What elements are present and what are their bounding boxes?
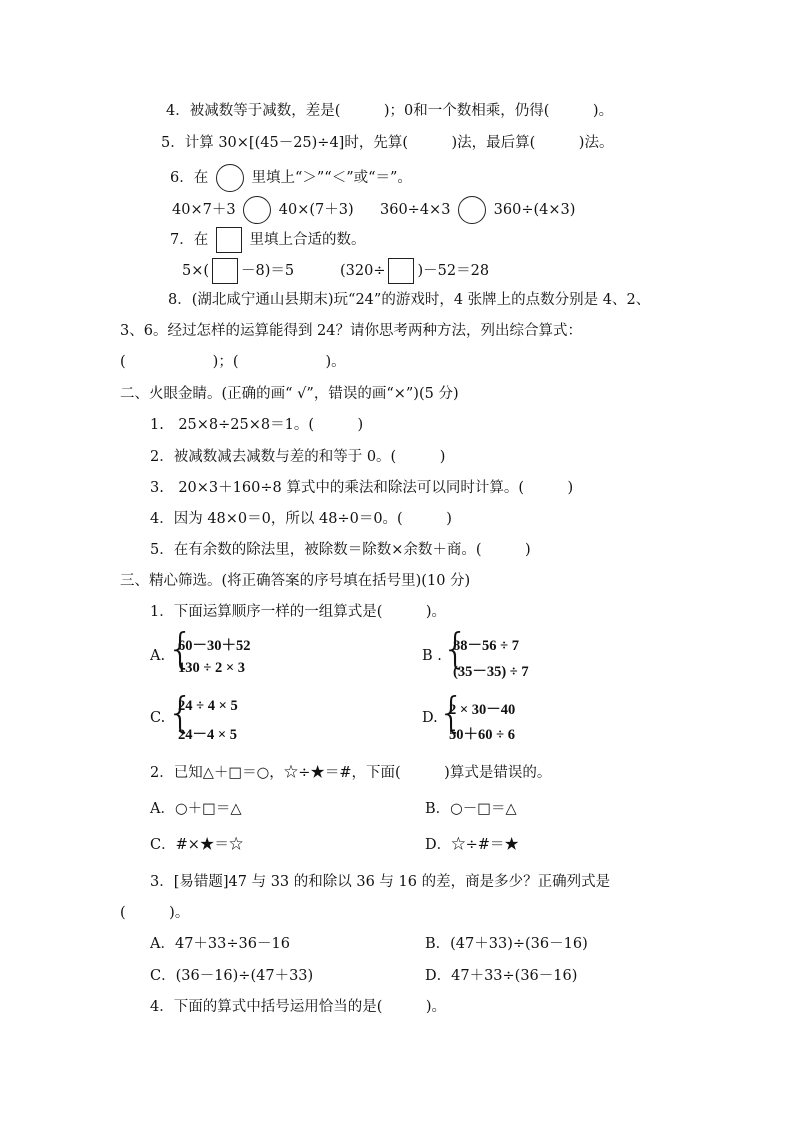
s3-q2-stem: 2．已知△＋□＝○，☆÷★＝#，下面( )算式是错误的。 [150,765,552,781]
fill-box-2[interactable] [388,258,414,284]
blank-q7-label-a: 7．在 [170,232,209,248]
q6-expr-2a: 360÷4×3 [380,202,451,218]
s3-q3-option-d[interactable]: D．47＋33÷(36－16) [425,968,578,984]
blank-q7-label-b: 里填上合适的数。 [249,232,366,248]
s3-q2-option-c[interactable]: C．#×★＝☆ [150,837,244,853]
section2-title: 二、火眼金睛。(正确的画“ √”，错误的画“×”)(5 分) [120,386,459,402]
q7-expr-1a: 5×( [182,263,210,279]
s3-q3-option-a[interactable]: A．47＋33÷36－16 [150,936,290,952]
q6-expr-1a: 40×7＋3 [172,202,236,218]
option-b-label: B . [422,648,442,664]
section3-title: 三、精心筛选。(将正确答案的序号填在括号里)(10 分) [120,573,471,589]
option-c-label: C. [150,710,166,726]
option-d-label: D. [422,710,438,726]
brace-icon: { [167,624,194,673]
blank-q6-label-a: 6．在 [170,170,209,186]
s3-q3-stem-2: ( )。 [120,905,190,921]
option-a-label: A. [150,648,166,664]
blank-q7-stem [170,227,365,253]
section2-item-5: 5．在有余数的除法里，被除数＝除数×余数＋商。( ) [150,542,531,558]
option-d-expr-2: 50＋60 ÷ 6 [449,727,515,743]
brace-icon: { [442,624,469,673]
option-a-expr-2: 130 ÷ 2 × 3 [178,660,245,676]
option-c-expr-2: 24－4 × 5 [178,727,238,743]
compare-circle-2[interactable] [458,196,486,224]
blank-q6-line2 [380,196,575,224]
s3-q2-option-a[interactable]: A．○＋□＝△ [150,801,242,817]
q6-expr-1b: 40×(7＋3) [278,202,354,218]
blank-q6-stem [170,164,412,192]
s3-q3-stem-1: 3．[易错题]47 与 33 的和除以 36 与 16 的差，商是多少？正确列式是 [150,874,611,890]
s3-q2-option-b[interactable]: B．○－□＝△ [425,801,517,817]
section2-item-3: 3. 20×3＋160÷8 算式中的乘法和除法可以同时计算。( ) [150,480,574,496]
blank-q7-line2 [340,258,489,284]
q7-expr-2a: (320÷ [340,263,386,279]
brace-icon: { [167,688,194,737]
option-b-expr-2: (35－35) ÷ 7 [453,664,529,680]
section2-item-4: 4．因为 48×0＝0，所以 48÷0＝0。( ) [150,511,452,527]
option-b-expr-1: 88－56 ÷ 7 [453,638,519,654]
section2-item-1: 1. 25×8÷25×8＝1。( ) [150,417,364,433]
blank-q6-label-b: 里填上“＞”“＜”或“＝”。 [251,170,412,186]
s3-q2-option-d[interactable]: D．☆÷#＝★ [425,837,519,853]
circle-icon [216,164,244,192]
section2-item-2: 2．被减数减去减数与差的和等于 0。( ) [150,449,446,465]
blank-q6-line1 [172,196,354,224]
compare-circle-1[interactable] [243,196,271,224]
q6-expr-2b: 360÷(4×3) [493,202,576,218]
blank-q8-line2: 3、6。经过怎样的运算能得到 24？请你思考两种方法，列出综合算式： [120,323,583,339]
s3-q4-stem: 4．下面的算式中括号运用恰当的是( )。 [150,999,447,1015]
square-icon [216,227,242,253]
blank-q4: 4．被减数等于减数，差是( )；0和一个数相乘，仍得( )。 [166,103,614,119]
q7-expr-2b: )－52＝28 [417,263,490,279]
blank-q8-line3: ( )；( )。 [120,354,346,370]
blank-q8-line1: 8．(湖北咸宁通山县期末)玩“24”的游戏时，4 张牌上的点数分别是 4、2、 [168,292,651,308]
s3-q3-option-b[interactable]: B．(47＋33)÷(36－16) [425,936,588,952]
option-c-expr-1: 24 ÷ 4 × 5 [178,698,238,714]
q7-expr-1b: －8)＝5 [241,263,295,279]
blank-q7-line1 [182,258,294,284]
option-a-expr-1: 60－30＋52 [178,638,251,654]
s3-q1-stem: 1．下面运算顺序一样的一组算式是( )。 [150,604,447,620]
s3-q3-option-c[interactable]: C．(36－16)÷(47＋33) [150,968,314,984]
blank-q5: 5．计算 30×[(45－25)÷4]时，先算( )法，最后算( )法。 [161,135,614,151]
option-d-expr-1: 2 × 30－40 [449,702,516,718]
brace-icon: { [438,688,465,737]
fill-box-1[interactable] [212,258,238,284]
